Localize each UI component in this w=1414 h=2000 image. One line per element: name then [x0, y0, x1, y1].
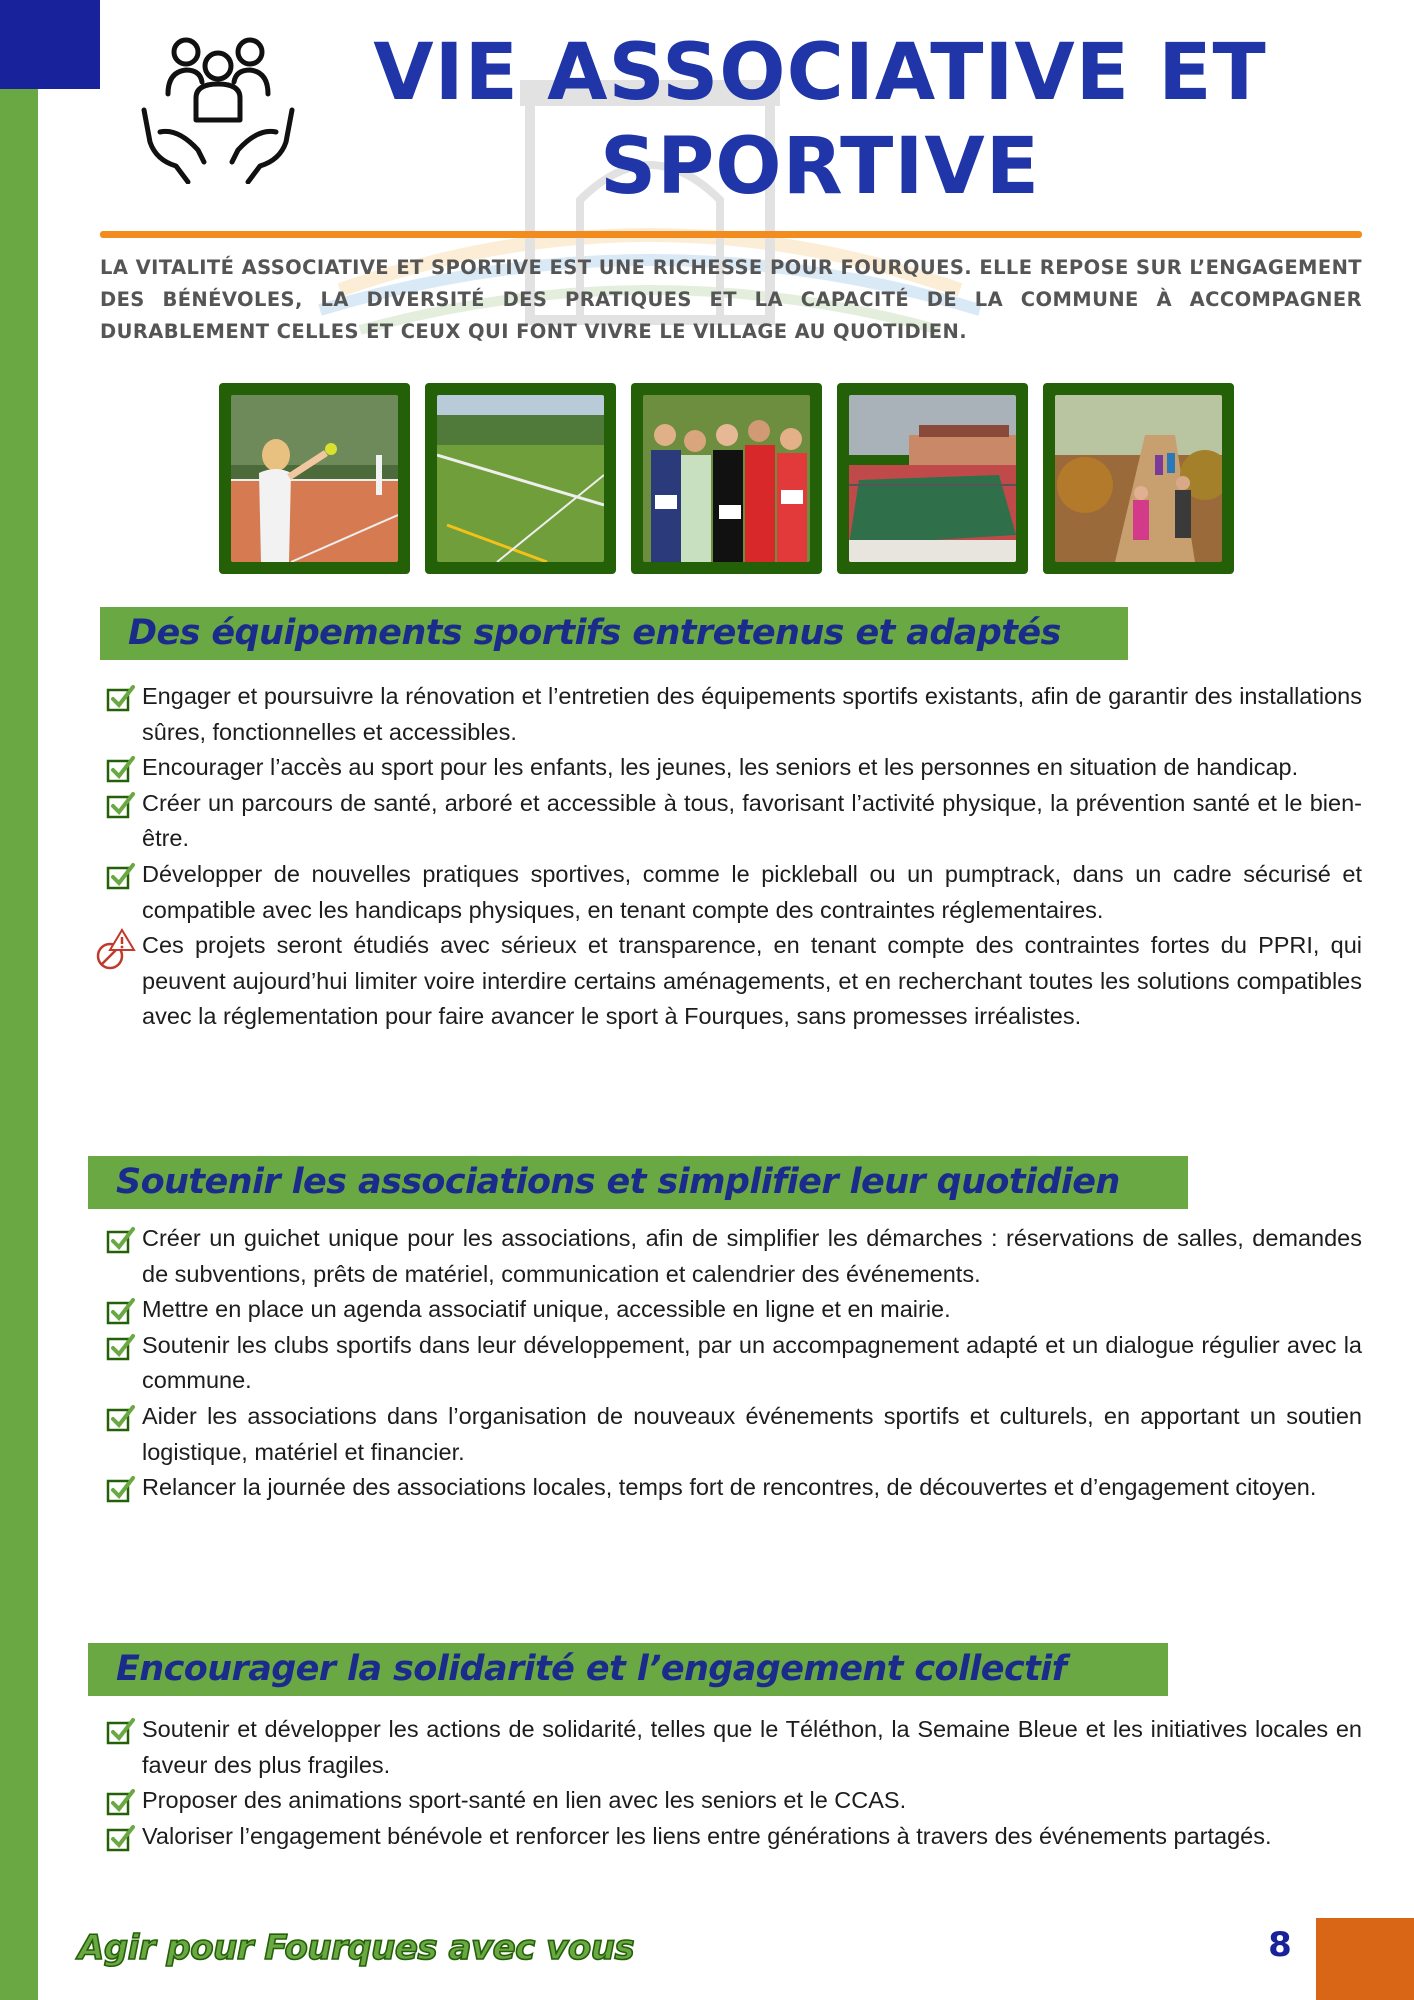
page-title [320, 26, 1320, 214]
list-item [100, 1399, 1362, 1470]
checkbox-check-icon [106, 1788, 136, 1816]
left-accent-bar [0, 0, 38, 2000]
section-heading-solidarite: Encourager la solidarité et l’engagement collectif [88, 1643, 1168, 1696]
list-item [100, 679, 1362, 750]
item-text: Relancer la journée des associations locales, temps fort de rencontres, de découvertes et d’engagement citoyen. [142, 1474, 1317, 1501]
checkbox-check-icon [106, 1404, 136, 1432]
item-text: Proposer des animations sport-santé en lien avec les seniors et le CCAS. [142, 1787, 907, 1814]
list-item [100, 1292, 1362, 1328]
item-text: Développer de nouvelles pratiques sportives, comme le pickleball ou un pumptrack, dans un cadre sécurisé et compatible avec les handicaps physiques, en tenant compte des contraintes réglementaires. [142, 860, 1362, 923]
section-heading-associations: Soutenir les associations et simplifier leur quotidien [88, 1156, 1188, 1209]
title-line-2: SPORTIVE [599, 122, 1041, 212]
item-text: Soutenir les clubs sportifs dans leur développement, par un accompagnement adapté et un dialogue régulier avec la commune. [142, 1331, 1362, 1394]
section-heading-equipements: Des équipements sportifs entretenus et adaptés [100, 607, 1128, 660]
checkbox-check-icon [106, 862, 136, 890]
list-item [100, 1221, 1362, 1292]
community-hands-icon [138, 32, 298, 184]
sports-court-photo [837, 383, 1028, 574]
prohibited-warning-icon [90, 926, 138, 974]
item-text: Engager et poursuivre la rénovation et l’entretien des équipements sportifs existants, afin de garantir des installations sûres, fonctionnelles et accessibles. [142, 683, 1362, 745]
checkbox-check-icon [106, 791, 136, 819]
item-text: Créer un guichet unique pour les associations, afin de simplifier les démarches : réservations de salles, demandes de subventions, prêts de matériel, communication et calendrier des événements. [142, 1225, 1362, 1287]
bottom-corner-block [1316, 1918, 1414, 2000]
checkbox-check-icon [106, 684, 136, 712]
list-solidarite [100, 1712, 1362, 1854]
list-item [100, 1783, 1362, 1819]
item-text: Encourager l’accès au sport pour les enfants, les jeunes, les seniors et les personnes en situation de handicap. [142, 754, 1299, 781]
list-item [100, 786, 1362, 857]
title-line-1: VIE ASSOCIATIVE ET [373, 28, 1267, 118]
checkbox-check-icon [106, 1226, 136, 1254]
checkbox-check-icon [106, 1297, 136, 1325]
intro-paragraph: LA VITALITÉ ASSOCIATIVE ET SPORTIVE EST UNE RICHESSE POUR FOURQUES. ELLE REPOSE SUR L’ENGAGEMENT DES BÉNÉVOLES, LA DIVERSITÉ DES PRATIQUES ET LA CAPACITÉ DE LA COMMUNE À ACCOMPAGNER DURABLEMENT CELLES ET CEUX QUI FONT VIVRE LE VILLAGE AU QUOTIDIEN. [100, 256, 1362, 343]
list-equipements [100, 679, 1362, 1035]
top-corner-block [0, 0, 100, 89]
item-text: Créer un parcours de santé, arboré et accessible à tous, favorisant l’activité physique, la prévention santé et le bien-être. [142, 789, 1362, 852]
page-number: 8 [1268, 1925, 1292, 1965]
title-divider [100, 231, 1362, 238]
list-item [100, 1819, 1362, 1855]
photo-strip [219, 383, 1234, 574]
list-item [100, 1328, 1362, 1399]
synthetic-sports-field-photo [425, 383, 616, 574]
checkbox-check-icon [106, 1717, 136, 1745]
runners-group-photo [631, 383, 822, 574]
checkbox-check-icon [106, 1333, 136, 1361]
item-text: Valoriser l’engagement bénévole et renforcer les liens entre générations à travers des événements partagés. [142, 1822, 1272, 1849]
list-item [100, 1712, 1362, 1783]
list-item [100, 750, 1362, 786]
tennis-player-photo [219, 383, 410, 574]
list-item [100, 1470, 1362, 1506]
list-item-warning [100, 928, 1362, 1035]
item-text: Mettre en place un agenda associatif unique, accessible en ligne et en mairie. [142, 1296, 951, 1323]
list-associations [100, 1221, 1362, 1506]
footer-slogan: Agir pour Fourques avec vous [78, 1928, 635, 1968]
checkbox-check-icon [106, 1475, 136, 1503]
item-text: Aider les associations dans l’organisation de nouveaux événements sportifs et culturels, en apportant un soutien logistique, matériel et financier. [142, 1402, 1362, 1465]
hikers-trail-photo [1043, 383, 1234, 574]
list-item [100, 857, 1362, 928]
checkbox-check-icon [106, 755, 136, 783]
checkbox-check-icon [106, 1824, 136, 1852]
item-text: Soutenir et développer les actions de solidarité, telles que le Téléthon, la Semaine Bleue et les initiatives locales en faveur des plus fragiles. [142, 1716, 1362, 1778]
item-text: Ces projets seront étudiés avec sérieux et transparence, en tenant compte des contraintes fortes du PPRI, qui peuvent aujourd’hui limiter voire interdire certains aménagements, et en recherchant toutes les solutions compatibles avec la réglementation pour faire avancer le sport à Fourques, sans promesses irréalistes. [142, 932, 1362, 1030]
